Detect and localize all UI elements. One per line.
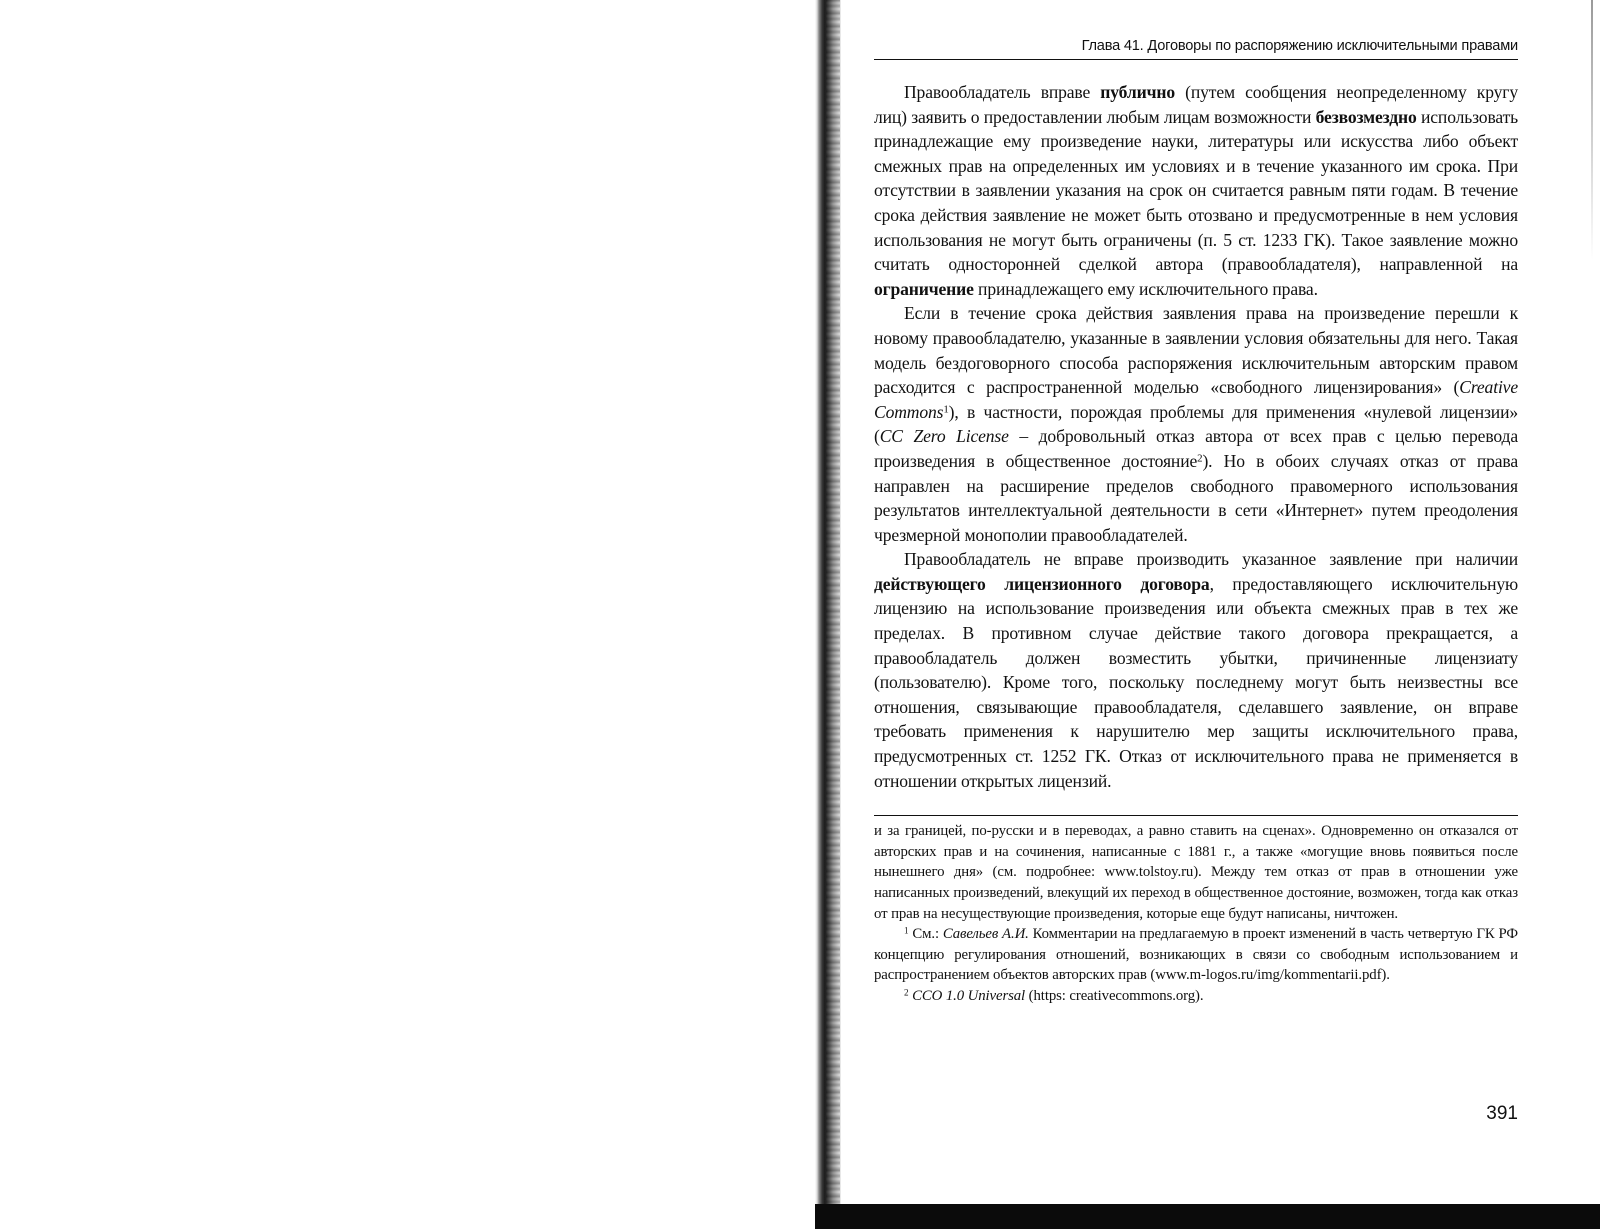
paragraph-3 (874, 547, 1518, 793)
footnote-marker-2: 2 (904, 987, 909, 998)
page-edge-line (1591, 0, 1593, 260)
scan-bottom-border (815, 1204, 1600, 1229)
paragraph-1 (874, 80, 1518, 301)
text-run: – добровольный отказ автора от всех прав с целью перевода произведения в общественное достояние (874, 426, 1518, 471)
italic-term-creative-commons: Creative Commons (874, 377, 1518, 422)
paragraph-2 (874, 301, 1518, 547)
bold-term-free-of-charge: безвозмездно (1315, 106, 1417, 127)
footnotes (874, 821, 1518, 1006)
text-run: ). Но в обоих случаях отказ от права направлен на расширение пределов свободного правомерного использования результатов интеллектуальной деятельности в сети «Интернет» путем преодоления чрезмерной монополии правообладателей. (874, 450, 1518, 545)
bold-term-restriction: ограничение (874, 278, 974, 299)
page-number: 391 (1486, 1103, 1518, 1124)
bold-term-license-agreement: действующего лицензионного договора (874, 573, 1210, 594)
text-run: Правообладатель вправе (904, 82, 1101, 102)
text-run: Комментарии на предлагаемую в проект изменений в часть четвертую ГК РФ концепцию регулирования отношений, возникающих в связи со свободным использованием и распространением объектов авторских прав (www.m-logos.ru/img/kommentarii.pdf). (874, 926, 1519, 984)
text-run: (https: creativecommons.org). (1025, 987, 1204, 1004)
footnote-ref-2: 2 (1197, 452, 1203, 465)
footnote-author: Савельев А.И. (942, 926, 1029, 943)
text-run: Правообладатель не вправе производить указанное заявление при наличии (904, 549, 1518, 570)
footnote-ref-1: 1 (943, 403, 949, 416)
text-run: (путем сообщения неопределенному кругу лиц) заявить о предоставлении любым лицам возможности (874, 82, 1518, 127)
text-run: принадлежащего ему исключительного права. (973, 278, 1318, 299)
gutter-scan-noise (826, 0, 840, 1229)
footnote-1 (874, 924, 1518, 986)
running-head: Глава 41. Договоры по распоряжению исключительными правами (874, 38, 1518, 60)
body-text (874, 80, 1518, 793)
text-run: Если в течение срока действия заявления права на произведение перешли к новому правообладателю, указанные в заявлении условия обязательны для него. Такая модель бездоговорного способа распоряжения исключительным авторским правом расходится с распространенной моделью «свободного лицензирования» ( (874, 303, 1518, 398)
text-run: См.: (908, 926, 943, 943)
text-run: ), в частности, порождая проблемы для применения «нулевой лицензии» ( (874, 401, 1518, 447)
text-run: использовать принадлежащие ему произведение науки, литературы или искусства либо объект смежных прав на определенных им условиях и в течение указанного им срока. При отсутствии в заявлении указания на срок он считается равным пяти годам. В течение срока действия заявление не может быть отозвано и предусмотренные в нем условия использования не могут быть ограничены (п. 5 ст. 1233 ГК). Такое заявление можно считать односторонней сделкой автора (правообладателя), направленной на (874, 106, 1518, 275)
footnote-separator (874, 815, 1518, 816)
footnote-2 (874, 986, 1518, 1007)
footnote-continuation: и за границей, по-русски и в переводах, а равно ставить на сценах». Одновременно он отказался от авторских прав и на сочинения, написанные с 1881 г., а также «могущие вновь появиться после нынешнего дня» (см. подробнее: www.tolstoy.ru). Между тем отказ от прав в отношении уже написанных произведений, влекущий их переход в общественное достояние, возможен, тогда как отказ от прав на несуществующие произведения, которые еще будут написаны, ничтожен. (874, 823, 1518, 922)
italic-term-cc-zero: CC Zero License (879, 426, 1009, 447)
bold-term-publicly: публично (1100, 82, 1176, 102)
footnote-title: CCO 1.0 Universal (912, 987, 1026, 1004)
text-run: , предоставляющего исключительную лицензию на использование произведения или объекта смежных прав в тех же пределах. В противном случае действие такого договора прекращается, а правообладатель должен возместить убытки, причиненные лицензиату (пользователю). Кроме того, поскольку последнему могут быть неизвестны все отношения, связывающие правообладателя, сделавшего заявление, он вправе требовать применения к нарушителю мер защиты исключительного права, предусмотренных ст. 1252 ГК. Отказ от исключительного права не применяется в отношении открытых лицензий. (874, 573, 1518, 791)
page-content (874, 38, 1518, 1007)
footnote-marker-1: 1 (904, 925, 909, 936)
